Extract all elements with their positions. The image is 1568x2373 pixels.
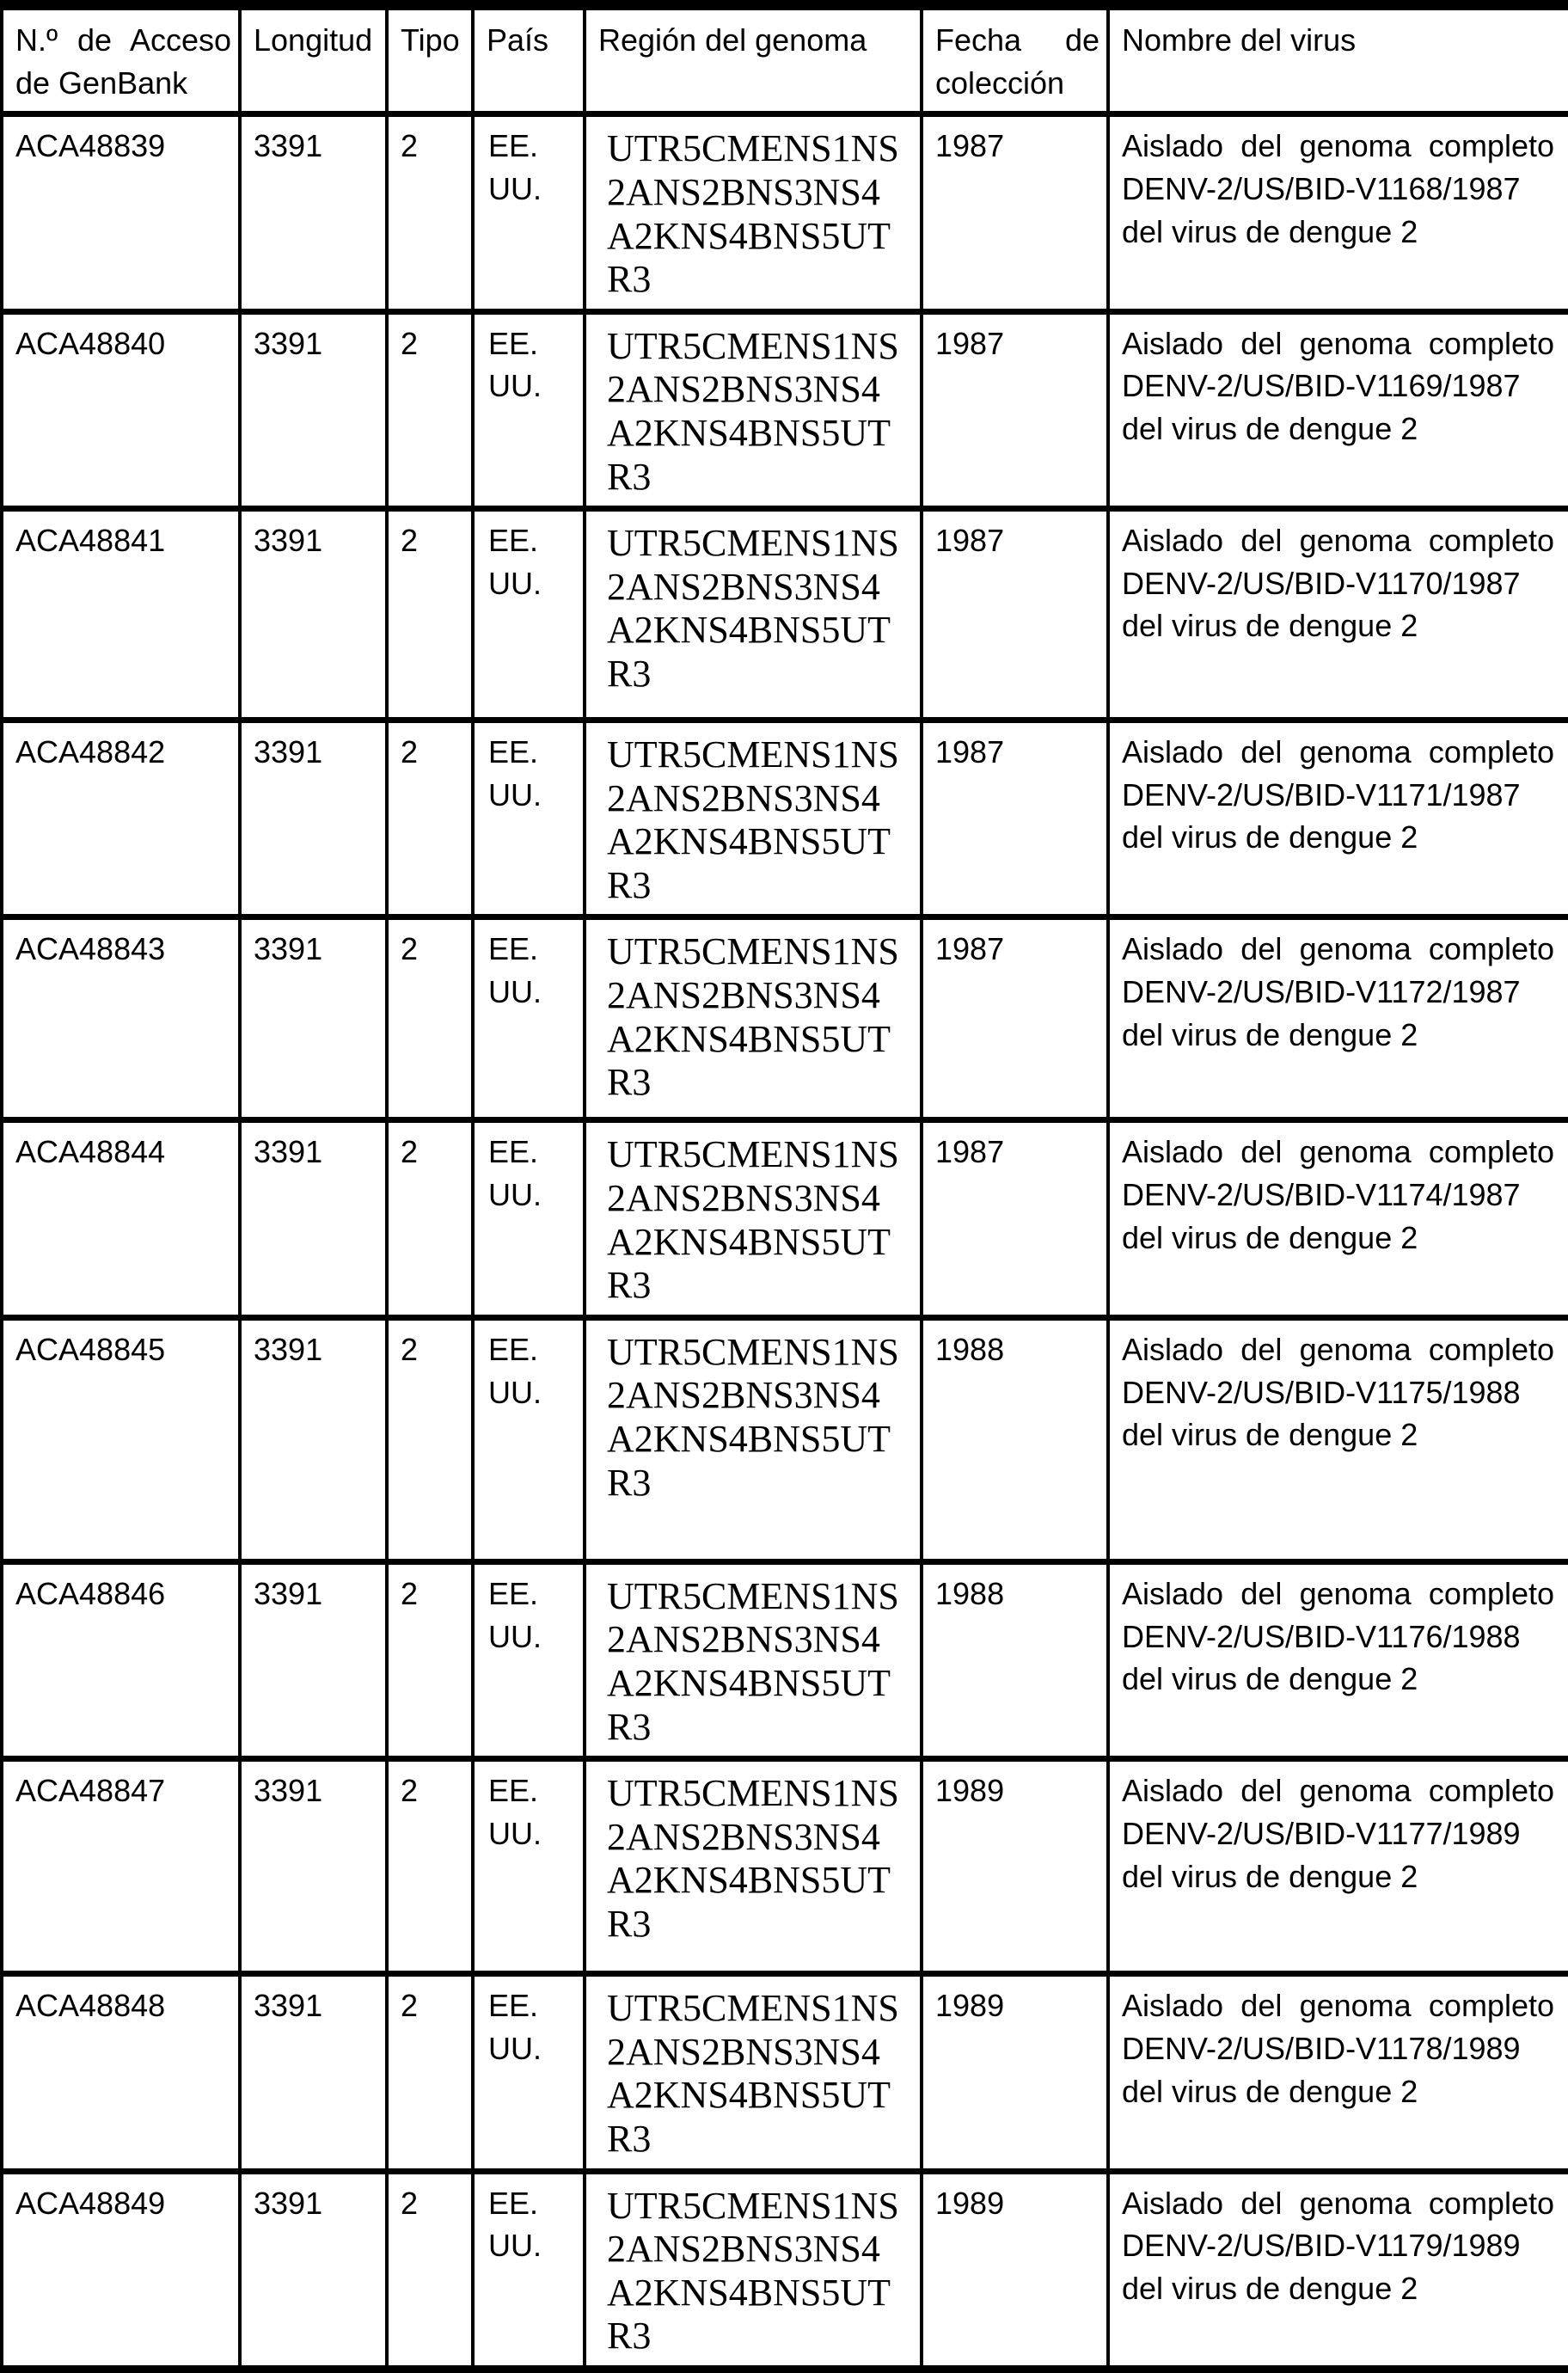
cell-region: UTR5CMENS1NS 2ANS2BNS3NS4 A2KNS4BNS5UT R3 — [585, 509, 922, 720]
cell-length: 3391 — [240, 509, 387, 720]
cell-date: 1987 — [922, 1120, 1108, 1317]
cell-name: Aislado del genoma completo DENV-2/US/BID-V1179/1989 del virus de dengue 2 — [1108, 2171, 1568, 2369]
cell-length: 3391 — [240, 114, 387, 311]
cell-type: 2 — [387, 1561, 473, 1758]
cell-date: 1989 — [922, 1974, 1108, 2171]
table-row — [2, 509, 1568, 720]
cell-accession: ACA48841 — [2, 509, 240, 720]
cell-country: EE. UU. — [473, 917, 585, 1120]
cell-country: EE. UU. — [473, 1317, 585, 1561]
cell-length: 3391 — [240, 1317, 387, 1561]
table-row — [2, 1974, 1568, 2171]
cell-name: Aislado del genoma completo DENV-2/US/BID-V1177/1989 del virus de dengue 2 — [1108, 1759, 1568, 1974]
cell-date: 1987 — [922, 720, 1108, 917]
cell-type: 2 — [387, 509, 473, 720]
column-header-collection-date: Fecha de colección — [922, 5, 1108, 114]
cell-length: 3391 — [240, 1561, 387, 1758]
cell-date: 1989 — [922, 1759, 1108, 1974]
cell-region: UTR5CMENS1NS 2ANS2BNS3NS4 A2KNS4BNS5UT R3 — [585, 1974, 922, 2171]
table-row — [2, 114, 1568, 311]
column-header-country: País — [473, 5, 585, 114]
cell-date: 1987 — [922, 917, 1108, 1120]
cell-region: UTR5CMENS1NS 2ANS2BNS3NS4 A2KNS4BNS5UT R3 — [585, 311, 922, 508]
cell-region: UTR5CMENS1NS 2ANS2BNS3NS4 A2KNS4BNS5UT R3 — [585, 917, 922, 1120]
table-row — [2, 1759, 1568, 1974]
cell-accession: ACA48844 — [2, 1120, 240, 1317]
cell-accession: ACA48839 — [2, 114, 240, 311]
cell-type: 2 — [387, 917, 473, 1120]
cell-country: EE. UU. — [473, 2171, 585, 2369]
column-header-genbank-accession: N.º de Acceso de GenBank — [2, 5, 240, 114]
cell-region: UTR5CMENS1NS 2ANS2BNS3NS4 A2KNS4BNS5UT R3 — [585, 1317, 922, 1561]
cell-length: 3391 — [240, 2171, 387, 2369]
cell-region: UTR5CMENS1NS 2ANS2BNS3NS4 A2KNS4BNS5UT R3 — [585, 1759, 922, 1974]
cell-type: 2 — [387, 1120, 473, 1317]
table-row — [2, 1120, 1568, 1317]
cell-length: 3391 — [240, 1120, 387, 1317]
cell-country: EE. UU. — [473, 1561, 585, 1758]
table-row — [2, 2171, 1568, 2369]
cell-date: 1988 — [922, 1561, 1108, 1758]
cell-type: 2 — [387, 1974, 473, 2171]
cell-name: Aislado del genoma completo DENV-2/US/BID-V1178/1989 del virus de dengue 2 — [1108, 1974, 1568, 2171]
cell-date: 1987 — [922, 509, 1108, 720]
cell-length: 3391 — [240, 720, 387, 917]
cell-accession: ACA48847 — [2, 1759, 240, 1974]
cell-country: EE. UU. — [473, 509, 585, 720]
cell-name: Aislado del genoma completo DENV-2/US/BID-V1169/1987 del virus de dengue 2 — [1108, 311, 1568, 508]
cell-accession: ACA48846 — [2, 1561, 240, 1758]
cell-type: 2 — [387, 2171, 473, 2369]
column-header-length: Longitud — [240, 5, 387, 114]
cell-type: 2 — [387, 311, 473, 508]
column-header-type: Tipo — [387, 5, 473, 114]
table-header-row — [2, 5, 1568, 114]
cell-accession: ACA48840 — [2, 311, 240, 508]
table-row — [2, 311, 1568, 508]
cell-length: 3391 — [240, 917, 387, 1120]
cell-accession: ACA48843 — [2, 917, 240, 1120]
cell-type: 2 — [387, 1759, 473, 1974]
cell-name: Aislado del genoma completo DENV-2/US/BID-V1168/1987 del virus de dengue 2 — [1108, 114, 1568, 311]
cell-accession: ACA48842 — [2, 720, 240, 917]
table-row — [2, 1561, 1568, 1758]
cell-country: EE. UU. — [473, 720, 585, 917]
cell-name: Aislado del genoma completo DENV-2/US/BID-V1171/1987 del virus de dengue 2 — [1108, 720, 1568, 917]
table-row — [2, 1317, 1568, 1561]
cell-accession: ACA48845 — [2, 1317, 240, 1561]
cell-length: 3391 — [240, 1974, 387, 2171]
cell-country: EE. UU. — [473, 1974, 585, 2171]
cell-type: 2 — [387, 1317, 473, 1561]
cell-name: Aislado del genoma completo DENV-2/US/BID-V1172/1987 del virus de dengue 2 — [1108, 917, 1568, 1120]
cell-region: UTR5CMENS1NS 2ANS2BNS3NS4 A2KNS4BNS5UT R3 — [585, 114, 922, 311]
table-row — [2, 917, 1568, 1120]
cell-country: EE. UU. — [473, 114, 585, 311]
table-body — [2, 114, 1568, 2370]
cell-accession: ACA48849 — [2, 2171, 240, 2369]
cell-country: EE. UU. — [473, 1759, 585, 1974]
cell-region: UTR5CMENS1NS 2ANS2BNS3NS4 A2KNS4BNS5UT R3 — [585, 1120, 922, 1317]
cell-date: 1989 — [922, 2171, 1108, 2369]
column-header-genome-region: Región del genoma — [585, 5, 922, 114]
cell-region: UTR5CMENS1NS 2ANS2BNS3NS4 A2KNS4BNS5UT R3 — [585, 2171, 922, 2369]
column-header-virus-name: Nombre del virus — [1108, 5, 1568, 114]
cell-length: 3391 — [240, 1759, 387, 1974]
cell-region: UTR5CMENS1NS 2ANS2BNS3NS4 A2KNS4BNS5UT R3 — [585, 1561, 922, 1758]
cell-length: 3391 — [240, 311, 387, 508]
cell-name: Aislado del genoma completo DENV-2/US/BID-V1170/1987 del virus de dengue 2 — [1108, 509, 1568, 720]
cell-type: 2 — [387, 720, 473, 917]
cell-name: Aislado del genoma completo DENV-2/US/BID-V1176/1988 del virus de dengue 2 — [1108, 1561, 1568, 1758]
cell-date: 1987 — [922, 311, 1108, 508]
cell-date: 1987 — [922, 114, 1108, 311]
cell-accession: ACA48848 — [2, 1974, 240, 2171]
cell-name: Aislado del genoma completo DENV-2/US/BID-V1174/1987 del virus de dengue 2 — [1108, 1120, 1568, 1317]
cell-date: 1988 — [922, 1317, 1108, 1561]
cell-type: 2 — [387, 114, 473, 311]
table-row — [2, 720, 1568, 917]
cell-country: EE. UU. — [473, 311, 585, 508]
cell-name: Aislado del genoma completo DENV-2/US/BID-V1175/1988 del virus de dengue 2 — [1108, 1317, 1568, 1561]
cell-country: EE. UU. — [473, 1120, 585, 1317]
cell-region: UTR5CMENS1NS 2ANS2BNS3NS4 A2KNS4BNS5UT R3 — [585, 720, 922, 917]
